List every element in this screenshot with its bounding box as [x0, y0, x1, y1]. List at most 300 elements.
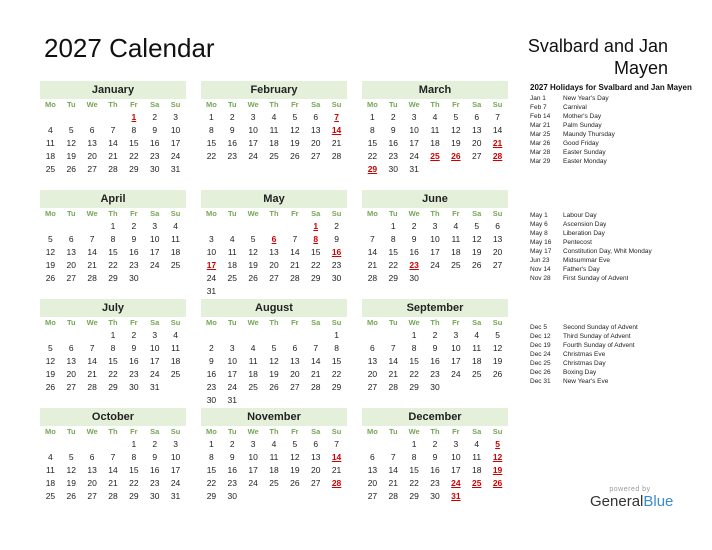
day-cell: 29	[409, 382, 419, 392]
day-cell: 5	[495, 330, 500, 340]
month-september	[362, 299, 508, 394]
month-name: November	[201, 408, 347, 426]
day-cell: 20	[66, 260, 76, 270]
day-cell: 30	[331, 273, 342, 283]
brand-logo	[590, 486, 674, 510]
holiday-date: Nov 28	[530, 275, 551, 282]
day-cell: 30	[430, 491, 440, 501]
day-cell: 16	[206, 369, 217, 379]
weekday-label: Tu	[66, 427, 76, 436]
day-cell: 13	[471, 125, 482, 135]
day-cell: 10	[430, 234, 440, 244]
day-cell: 24	[248, 151, 258, 161]
holiday-name: Boxing Day	[563, 369, 597, 376]
day-cell: 1	[390, 221, 396, 231]
weekday-label: Tu	[388, 427, 398, 436]
day-cell: 7	[390, 452, 396, 462]
empty-day	[201, 220, 222, 233]
day-cell: 10	[227, 356, 237, 366]
holiday-name: Christmas Eve	[563, 351, 606, 358]
day-cell: 3	[453, 330, 459, 340]
day-cell: 3	[411, 112, 417, 122]
month-february	[201, 81, 347, 163]
day-cell: 20	[87, 151, 97, 161]
day-cell: 14	[87, 247, 97, 257]
day-cell: 12	[269, 356, 279, 366]
day-cell: 2	[229, 439, 235, 449]
day-cell: 22	[206, 151, 217, 161]
weekday-label: Th	[430, 427, 440, 436]
day-cell: 25	[45, 164, 56, 174]
day-cell: 23	[149, 151, 160, 161]
weekday-label: Su	[331, 209, 342, 218]
day-cell: 7	[313, 343, 319, 353]
day-cell: 14	[388, 465, 398, 475]
day-cell: 12	[45, 356, 56, 366]
day-cell: 6	[292, 343, 298, 353]
day-cell: 17	[430, 247, 440, 257]
holiday-date: May 6	[530, 221, 548, 228]
day-cell: 30	[388, 164, 398, 174]
day-cell: 19	[45, 260, 56, 270]
holiday-day: 31	[451, 491, 461, 501]
day-cell: 10	[248, 125, 258, 135]
month-january	[40, 81, 186, 176]
day-cell: 14	[367, 247, 378, 257]
day-cell: 11	[269, 125, 279, 135]
day-cell: 8	[411, 452, 417, 462]
day-cell: 20	[290, 369, 300, 379]
day-cell: 30	[149, 164, 160, 174]
day-cell: 5	[250, 234, 256, 244]
holiday-row	[530, 256, 708, 265]
empty-day	[362, 329, 383, 342]
weekday-label: Mo	[45, 209, 56, 218]
day-cell: 20	[471, 138, 482, 148]
weekday-label: Tu	[66, 100, 76, 109]
day-cell: 21	[310, 369, 321, 379]
holiday-name: Fourth Sunday of Advent	[563, 342, 635, 349]
day-cell: 12	[451, 125, 461, 135]
empty-day	[264, 220, 285, 233]
day-cell: 16	[129, 247, 139, 257]
holiday-row	[530, 274, 708, 283]
day-cell: 1	[131, 439, 137, 449]
day-cell: 2	[432, 330, 438, 340]
day-cell: 11	[227, 247, 237, 257]
weekday-label: Fr	[130, 209, 138, 218]
day-cell: 4	[173, 221, 178, 231]
empty-day	[82, 438, 103, 451]
weekday-label: We	[408, 318, 420, 327]
day-cell: 9	[432, 452, 438, 462]
holiday-row	[530, 121, 708, 130]
day-cell: 16	[227, 138, 237, 148]
day-cell: 22	[409, 369, 419, 379]
empty-day	[284, 220, 305, 233]
month-name: September	[362, 299, 508, 317]
day-cell: 6	[68, 234, 74, 244]
day-cell: 26	[45, 273, 56, 283]
day-cell: 6	[89, 452, 95, 462]
holiday-list-title: 2027 Holidays for Svalbard and Jan Mayen	[530, 83, 692, 92]
weekday-label: Su	[492, 209, 503, 218]
holiday-name: Pentecost	[563, 239, 592, 246]
weekday-label: Su	[331, 318, 342, 327]
holiday-name: Constitution Day, Whit Monday	[563, 248, 652, 255]
day-cell: 29	[206, 491, 217, 501]
day-cell: 30	[129, 382, 139, 392]
weekday-label: Mo	[45, 100, 56, 109]
day-cell: 15	[129, 138, 139, 148]
day-cell: 28	[310, 382, 321, 392]
day-cell: 28	[87, 273, 97, 283]
brand-name-general: General	[590, 493, 644, 510]
holiday-row	[530, 341, 708, 350]
month-name: May	[201, 190, 347, 208]
holiday-date: Dec 24	[530, 351, 551, 358]
day-cell: 25	[471, 369, 482, 379]
day-cell: 10	[409, 125, 419, 135]
month-november	[201, 408, 347, 503]
day-cell: 6	[313, 439, 319, 449]
holiday-row	[530, 148, 708, 157]
holiday-row	[530, 247, 708, 256]
day-cell: 28	[331, 151, 342, 161]
holiday-day: 29	[367, 164, 378, 174]
weekday-label: Su	[492, 427, 503, 436]
day-cell: 9	[390, 125, 396, 135]
day-cell: 27	[492, 260, 503, 270]
day-cell: 5	[48, 234, 53, 244]
month-name: January	[40, 81, 186, 99]
day-cell: 31	[227, 395, 237, 405]
day-cell: 17	[149, 247, 160, 257]
holiday-date: Dec 5	[530, 324, 547, 331]
weekday-label: We	[408, 427, 420, 436]
day-cell: 3	[453, 439, 459, 449]
holiday-row	[530, 94, 708, 103]
day-cell: 16	[149, 465, 160, 475]
day-cell: 20	[87, 478, 97, 488]
holiday-row	[530, 368, 708, 377]
month-march	[362, 81, 508, 176]
brand-name	[590, 493, 674, 510]
weekday-label: Mo	[206, 318, 217, 327]
day-cell: 11	[248, 356, 258, 366]
day-cell: 19	[66, 478, 76, 488]
weekday-label: Sa	[311, 318, 321, 327]
month-name: April	[40, 190, 186, 208]
day-cell: 10	[149, 343, 160, 353]
day-cell: 21	[331, 465, 342, 475]
day-cell: 28	[87, 382, 97, 392]
day-cell: 24	[170, 151, 181, 161]
day-cell: 10	[206, 247, 217, 257]
weekday-label: Tu	[388, 100, 398, 109]
holiday-row	[530, 130, 708, 139]
day-cell: 21	[290, 260, 300, 270]
day-cell: 19	[471, 247, 482, 257]
empty-day	[222, 329, 243, 342]
day-cell: 2	[152, 112, 158, 122]
holiday-name: Christmas Day	[563, 360, 606, 367]
day-cell: 16	[409, 247, 419, 257]
day-cell: 17	[170, 465, 181, 475]
empty-day	[222, 220, 243, 233]
day-cell: 23	[227, 478, 237, 488]
holiday-row	[530, 238, 708, 247]
day-cell: 23	[430, 369, 440, 379]
holiday-name: Ascension Day	[563, 221, 607, 228]
day-cell: 27	[471, 151, 482, 161]
holiday-name: Labour Day	[563, 212, 597, 219]
holiday-date: Jan 1	[530, 95, 546, 102]
holiday-row	[530, 103, 708, 112]
day-cell: 19	[451, 138, 461, 148]
month-june	[362, 190, 508, 285]
month-april	[40, 190, 186, 285]
day-cell: 15	[331, 356, 342, 366]
day-cell: 5	[292, 439, 298, 449]
empty-day	[103, 438, 124, 451]
day-cell: 11	[46, 465, 55, 475]
day-cell: 19	[45, 369, 56, 379]
day-cell: 3	[173, 112, 178, 122]
brand-name-blue: Blue	[643, 493, 674, 510]
weekday-label: Su	[331, 100, 342, 109]
holiday-row	[530, 323, 708, 332]
day-cell: 30	[227, 491, 237, 501]
weekday-label: Tu	[227, 100, 237, 109]
weekday-label: Su	[170, 100, 181, 109]
day-cell: 7	[89, 343, 95, 353]
day-cell: 26	[290, 151, 300, 161]
day-cell: 26	[66, 491, 76, 501]
day-cell: 30	[129, 273, 139, 283]
day-cell: 23	[129, 369, 139, 379]
weekday-label: We	[247, 100, 259, 109]
weekday-label: Th	[108, 100, 118, 109]
day-cell: 24	[227, 382, 237, 392]
holiday-row	[530, 229, 708, 238]
holiday-name: Palm Sunday	[563, 122, 602, 129]
day-cell: 9	[229, 452, 235, 462]
day-cell: 23	[331, 260, 342, 270]
day-cell: 12	[45, 247, 56, 257]
day-cell: 18	[430, 138, 440, 148]
holiday-date: Mar 29	[530, 158, 551, 165]
day-cell: 18	[170, 356, 181, 366]
day-cell: 24	[149, 260, 160, 270]
holiday-day: 1	[313, 221, 319, 231]
day-cell: 27	[290, 382, 300, 392]
day-cell: 1	[370, 112, 375, 122]
holiday-name: Third Sunday of Advent	[563, 333, 631, 340]
weekday-label: Fr	[291, 427, 299, 436]
empty-day	[40, 220, 61, 233]
day-cell: 1	[209, 439, 214, 449]
day-cell: 10	[248, 452, 258, 462]
day-cell: 13	[492, 234, 503, 244]
day-cell: 26	[290, 478, 300, 488]
day-cell: 15	[129, 465, 139, 475]
weekday-label: Tu	[66, 209, 76, 218]
weekday-label: Tu	[388, 318, 398, 327]
holiday-day: 7	[334, 112, 339, 122]
day-cell: 17	[170, 138, 181, 148]
weekday-label: Su	[492, 100, 503, 109]
day-cell: 15	[108, 356, 118, 366]
holiday-row	[530, 220, 708, 229]
empty-day	[40, 329, 61, 342]
month-august	[201, 299, 347, 407]
holiday-day: 21	[492, 138, 503, 148]
day-cell: 27	[66, 382, 76, 392]
holiday-row	[530, 139, 708, 148]
weekday-label: Th	[430, 209, 440, 218]
holiday-group	[530, 83, 708, 166]
holiday-name: Father's Day	[563, 266, 600, 273]
holiday-date: May 17	[530, 248, 552, 255]
day-cell: 4	[250, 343, 256, 353]
day-cell: 5	[48, 343, 53, 353]
holiday-name: Good Friday	[563, 140, 599, 147]
day-cell: 15	[108, 247, 118, 257]
holiday-row	[530, 359, 708, 368]
day-cell: 21	[388, 369, 398, 379]
weekday-label: Mo	[367, 209, 378, 218]
holiday-date: Mar 26	[530, 140, 551, 147]
weekday-label: Th	[269, 318, 279, 327]
holiday-day: 26	[451, 151, 461, 161]
day-cell: 23	[227, 151, 237, 161]
day-cell: 26	[269, 382, 279, 392]
day-cell: 29	[409, 491, 419, 501]
day-cell: 25	[451, 260, 461, 270]
day-cell: 24	[248, 478, 258, 488]
weekday-label: Sa	[150, 100, 160, 109]
empty-day	[383, 438, 404, 451]
day-cell: 18	[45, 478, 56, 488]
day-cell: 5	[68, 125, 74, 135]
day-cell: 11	[171, 234, 180, 244]
month-name: August	[201, 299, 347, 317]
day-cell: 22	[129, 478, 139, 488]
weekday-label: We	[86, 100, 98, 109]
day-cell: 7	[495, 112, 500, 122]
month-december	[362, 408, 508, 503]
day-cell: 10	[451, 452, 461, 462]
day-cell: 22	[108, 260, 118, 270]
day-cell: 2	[334, 221, 339, 231]
day-cell: 13	[66, 247, 76, 257]
powered-by-label: powered by	[609, 486, 651, 493]
day-cell: 18	[269, 465, 279, 475]
day-cell: 1	[411, 330, 417, 340]
weekday-label: Th	[269, 209, 279, 218]
day-cell: 22	[129, 151, 139, 161]
day-cell: 24	[451, 369, 461, 379]
day-cell: 17	[248, 465, 258, 475]
day-cell: 29	[108, 382, 118, 392]
day-cell: 1	[334, 330, 339, 340]
day-cell: 8	[131, 125, 137, 135]
day-cell: 30	[409, 273, 419, 283]
holiday-date: Mar 21	[530, 122, 551, 129]
day-cell: 20	[310, 138, 321, 148]
day-cell: 31	[409, 164, 419, 174]
day-cell: 22	[206, 478, 217, 488]
day-cell: 17	[409, 138, 419, 148]
day-cell: 27	[367, 491, 378, 501]
day-cell: 19	[492, 356, 503, 366]
day-cell: 9	[229, 125, 235, 135]
weekday-label: Mo	[45, 318, 56, 327]
empty-day	[40, 111, 61, 124]
weekday-label: Fr	[291, 209, 299, 218]
day-cell: 18	[227, 260, 237, 270]
day-cell: 7	[89, 234, 95, 244]
empty-day	[201, 329, 222, 342]
weekday-label: Fr	[452, 318, 460, 327]
weekday-label: Tu	[227, 427, 237, 436]
day-cell: 8	[209, 125, 214, 135]
holiday-day: 25	[471, 478, 482, 488]
day-cell: 13	[367, 465, 378, 475]
holiday-name: Carnival	[563, 104, 587, 111]
day-cell: 30	[206, 395, 217, 405]
empty-day	[61, 438, 82, 451]
day-cell: 20	[367, 478, 378, 488]
day-cell: 8	[131, 452, 137, 462]
day-cell: 6	[68, 343, 74, 353]
empty-day	[82, 329, 103, 342]
day-cell: 12	[248, 247, 258, 257]
weekday-label: Th	[269, 100, 279, 109]
day-cell: 2	[390, 112, 396, 122]
holiday-row	[530, 157, 708, 166]
empty-day	[264, 329, 285, 342]
day-cell: 4	[271, 112, 277, 122]
day-cell: 9	[152, 125, 158, 135]
day-cell: 11	[430, 125, 440, 135]
weekday-label: Su	[170, 209, 181, 218]
day-cell: 19	[269, 369, 279, 379]
day-cell: 6	[89, 125, 95, 135]
day-cell: 29	[129, 491, 139, 501]
day-cell: 15	[388, 247, 398, 257]
holiday-name: Liberation Day	[563, 230, 605, 237]
holiday-group	[530, 211, 708, 283]
day-cell: 29	[388, 273, 398, 283]
day-cell: 6	[370, 343, 375, 353]
day-cell: 5	[474, 221, 480, 231]
holiday-name: Easter Sunday	[563, 149, 606, 156]
day-cell: 8	[209, 452, 214, 462]
day-cell: 27	[87, 164, 97, 174]
day-cell: 6	[313, 112, 319, 122]
day-cell: 10	[170, 125, 181, 135]
holiday-name: Easter Monday	[563, 158, 607, 165]
day-cell: 4	[48, 452, 53, 462]
month-name: October	[40, 408, 186, 426]
day-cell: 17	[227, 369, 237, 379]
empty-day	[383, 329, 404, 342]
weekday-label: Fr	[291, 318, 299, 327]
weekday-label: Fr	[452, 100, 460, 109]
day-cell: 17	[248, 138, 258, 148]
